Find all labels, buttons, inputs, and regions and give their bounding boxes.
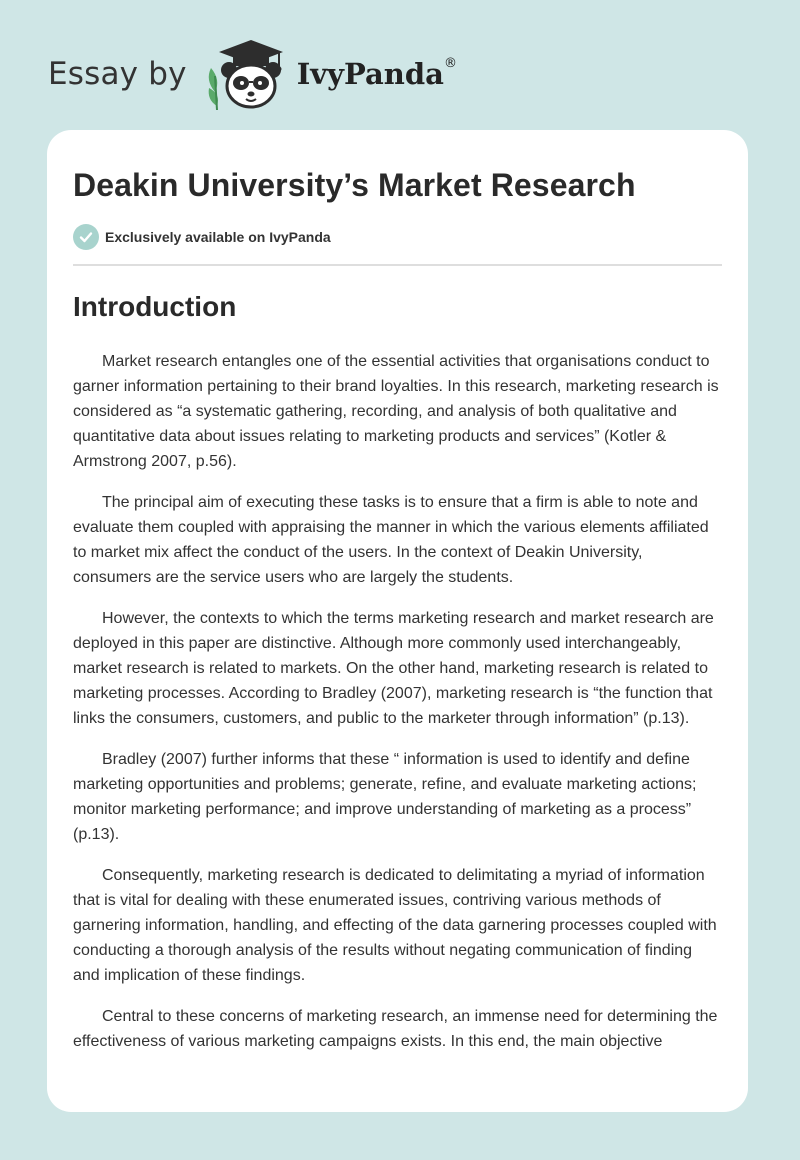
site-header — [48, 34, 457, 114]
paragraph: Market research entangles one of the essential activities that organisations conduct to garner information pertaining to their brand loyalties. In this research, marketing research is considered as “a systematic gathering, recording, and analysis of both qualitative and quantitative data about issues relating to marketing products and services” (Kotler & Armstrong 2007, p.56). — [73, 353, 719, 470]
paragraph: The principal aim of executing these tasks is to ensure that a firm is able to note and evaluate them coupled with appraising the manner in which the various elements affiliated to market mix affect the conduct of the users. In the context of Deakin University, consumers are the service users who are largely the students. — [73, 494, 709, 586]
section-heading: Introduction — [73, 291, 237, 322]
article-title: Deakin University’s Market Research — [73, 167, 636, 203]
brand-name: IvyPanda® — [296, 56, 457, 91]
exclusive-badge — [73, 224, 722, 250]
paragraph: Consequently, marketing research is dedicated to delimitating a myriad of information that is vital for dealing with these enumerated issues, contriving various methods of garnering information, handling, and effecting of the data garnering processes coupled with conducting a thorough analysis of the results without negating communication of finding and implication of these findings. — [73, 867, 717, 984]
paragraph: Central to these concerns of marketing research, an immense need for determining the effectiveness of various marketing campaigns exists. In this end, the main objective — [73, 1008, 718, 1050]
exclusive-badge-label: Exclusively available on IvyPanda — [105, 229, 331, 245]
panda-graduate-icon — [201, 36, 291, 112]
article-card — [47, 130, 748, 1112]
divider — [73, 264, 722, 266]
paragraph: Bradley (2007) further informs that these “ information is used to identify and define marketing opportunities and problems; generate, refine, and evaluate marketing actions; monitor marketing performance; and improve understanding of marketing as a process” (p.13). — [73, 751, 697, 843]
essay-by-label: Essay by — [48, 56, 187, 92]
check-circle-icon — [73, 224, 99, 250]
paragraph: However, the contexts to which the terms marketing research and market research are deployed in this paper are distinctive. Although more commonly used interchangeably, market research is related to markets. On the other hand, marketing research is related to marketing processes. According to Bradley (2007), marketing research is “the function that links the consumers, customers, and public to the marketer through information” (p.13). — [73, 610, 714, 727]
